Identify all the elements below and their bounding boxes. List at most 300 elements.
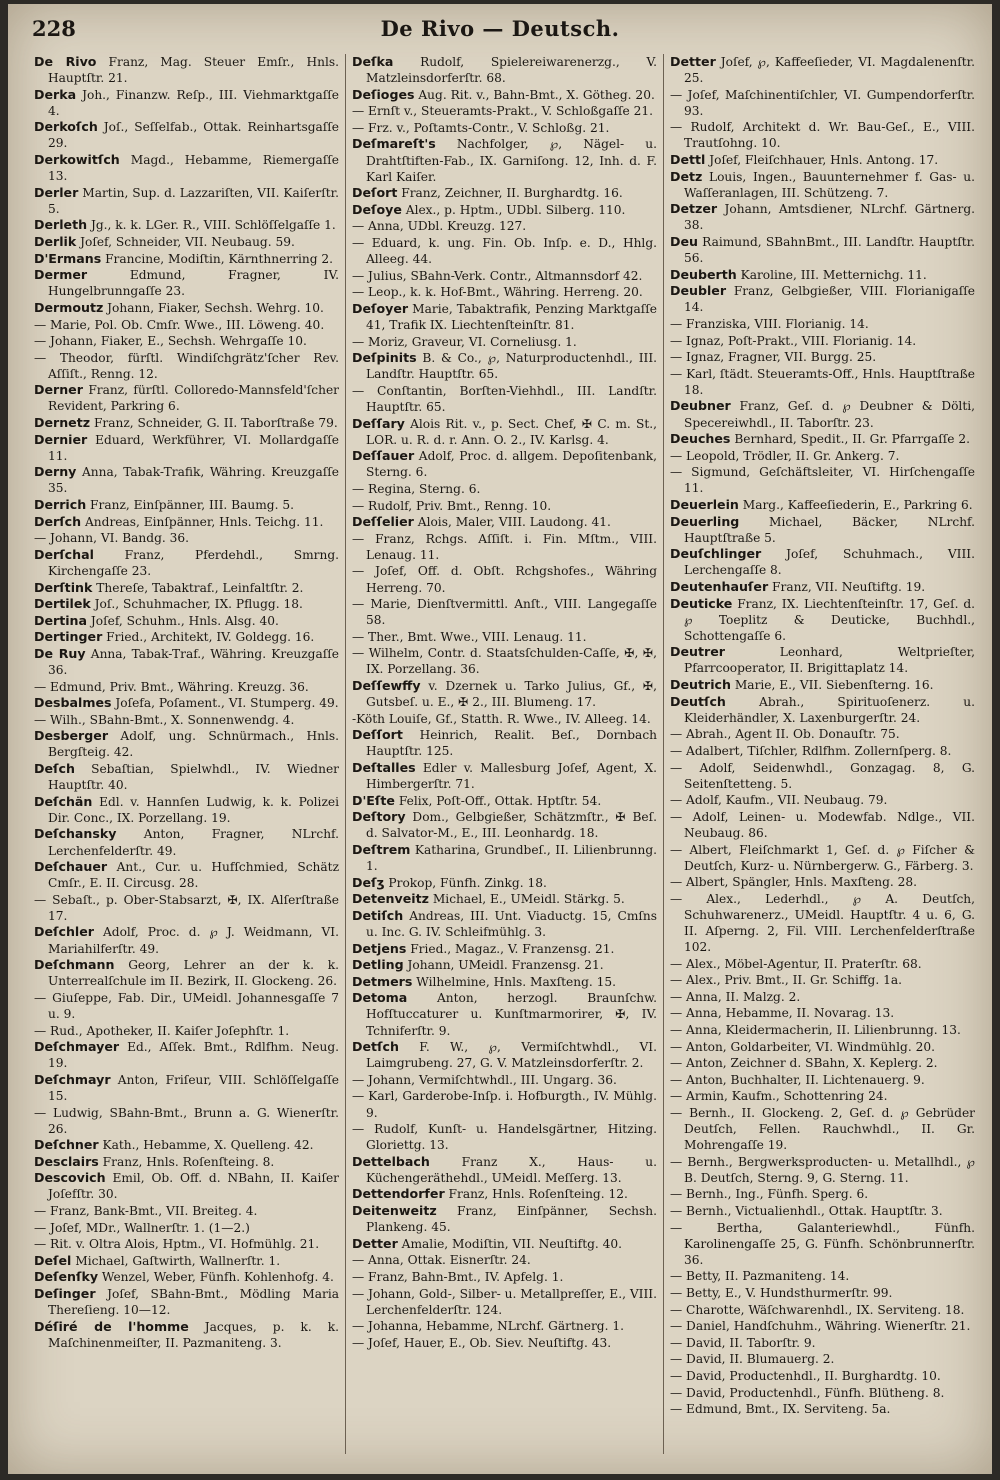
entry-surname: Detmers xyxy=(352,973,413,989)
column-divider xyxy=(345,54,346,1454)
entry-text: — Franz, Bahn-Bmt., IV. Apfelg. 1. xyxy=(352,1269,564,1284)
directory-entry xyxy=(352,842,657,874)
entry-surname: Dertina xyxy=(34,612,88,628)
entry-surname: Deſſelier xyxy=(352,514,414,530)
directory-entry xyxy=(34,1039,339,1071)
entry-text: Felix, Poſt-Off., Ottak. Hptſtr. 54. xyxy=(398,793,602,808)
directory-entry xyxy=(352,514,657,530)
directory-entry xyxy=(352,202,657,218)
directory-entry xyxy=(34,497,339,513)
entry-text: — David, II. Blumauerg. 2. xyxy=(670,1352,835,1367)
entry-text: — Karl, ſtädt. Steueramts-Off., Hnls. Hauptſtraße 18. xyxy=(670,366,975,397)
entry-text: — Bernh., Victualienhdl., Ottak. Hauptſtr. 3. xyxy=(670,1204,943,1219)
directory-entry xyxy=(34,1253,339,1269)
entry-text: — Eduard, k. ung. Fin. Ob. Inſp. e. D., Hhlg. Alleeg. 44. xyxy=(352,236,657,267)
entry-text: Franz, Gelbgießer, VIII. Florianigaſſe 14. xyxy=(684,284,975,315)
entry-text: Heinrich, Realit. Beſ., Dornbach Hauptſtr. 125. xyxy=(366,728,657,759)
directory-entry xyxy=(34,217,339,233)
directory-entry xyxy=(34,892,339,924)
entry-text: — Anna, Ottak. Eisnerſtr. 24. xyxy=(352,1253,531,1268)
directory-entry xyxy=(34,415,339,431)
entry-text: — Sebaſt., p. Ober-Stabsarzt, ✠, IX. Alſerſtraße 17. xyxy=(34,892,339,923)
directory-entry xyxy=(34,464,339,496)
entry-text: — Joſef, MDr., Wallnerſtr. 1. (1—2.) xyxy=(34,1220,250,1235)
entry-text: — David, Productenhdl., II. Burghardtg. 10. xyxy=(670,1369,941,1383)
directory-entry xyxy=(670,743,975,759)
column-3 xyxy=(670,54,975,1462)
entry-text: Adolf, Proc. d. ℘ J. Weidmann, VI. Mariahilferſtr. 49. xyxy=(48,925,339,956)
entry-text: Adolf, Proc. d. allgem. Depoſitenbank, Sterng. 6. xyxy=(366,449,657,480)
entry-text: Ant., Cur. u. Hufſchmied, Schätz Cmſr., E. II. Circusg. 28. xyxy=(48,860,339,891)
directory-entry xyxy=(352,481,657,497)
directory-entry xyxy=(34,613,339,629)
directory-entry xyxy=(352,531,657,563)
page-header xyxy=(8,16,992,50)
directory-entry xyxy=(34,1236,339,1252)
entry-text: Johann, UMeidl. Franzensg. 21. xyxy=(407,958,604,973)
entry-surname: Deubler xyxy=(670,283,727,299)
directory-entry xyxy=(352,301,657,333)
entry-text: — Joſef, Maſchinentiſchler, VI. Gumpendorferſtr. 93. xyxy=(670,87,975,118)
directory-entry xyxy=(670,1186,975,1202)
entry-text: — Albert, Fleiſchmarkt 1, Geſ. d. ℘ Fiſcher & Deutſch, Kurz- u. Nürnbergerw. G., Färberg. 3. xyxy=(670,842,975,873)
entry-text: — Anna, Hebamme, II. Novarag. 13. xyxy=(670,1006,895,1021)
entry-text: — Ignaz, Fragner, VII. Burgg. 25. xyxy=(670,350,877,365)
directory-entry xyxy=(670,349,975,365)
directory-entry xyxy=(34,300,339,316)
directory-entry xyxy=(34,432,339,464)
entry-surname: Derſchal xyxy=(34,546,94,562)
directory-entry xyxy=(34,695,339,711)
entry-text: Jacques, p. k. k. Maſchinenmeiſter, II. Pazmaniteng. 3. xyxy=(48,1319,339,1350)
entry-surname: Deſſewffy xyxy=(352,678,421,694)
directory-entry xyxy=(34,859,339,891)
directory-entry xyxy=(352,941,657,957)
entry-surname: Déſiré de l'homme xyxy=(34,1318,189,1334)
entry-text: Joſef, Schneider, VII. Neubaug. 59. xyxy=(80,235,295,250)
entry-text: Andreas, III. Unt. Viaductg. 15, Cmſns u. Inc. G. IV. Schleifmühlg. 3. xyxy=(366,908,657,939)
entry-surname: Derner xyxy=(34,382,83,398)
directory-entry xyxy=(352,990,657,1038)
entry-text: — Johann, Vermiſchtwhdl., III. Ungarg. 36. xyxy=(352,1072,617,1087)
entry-text: — Ther., Bmt. Wwe., VIII. Lenaug. 11. xyxy=(352,629,587,644)
entry-text: Michael, Bäcker, NLrchf. Hauptſtraße 5. xyxy=(684,514,975,545)
directory-entry xyxy=(34,333,339,349)
directory-entry xyxy=(670,1268,975,1284)
directory-entry xyxy=(34,1105,339,1137)
directory-entry xyxy=(670,1055,975,1071)
directory-entry xyxy=(352,1318,657,1334)
entry-surname: Deſchner xyxy=(34,1137,99,1153)
entry-text: Anton, Friſeur, VIII. Schlöſſelgaſſe 15. xyxy=(48,1072,339,1103)
directory-entry xyxy=(34,152,339,184)
column-2 xyxy=(352,54,657,1462)
entry-surname: Detſch xyxy=(352,1039,399,1055)
entry-surname: De Rivo xyxy=(34,54,97,69)
directory-entry xyxy=(670,1105,975,1153)
directory-entry xyxy=(670,169,975,201)
directory-entry xyxy=(670,514,975,546)
directory-entry xyxy=(34,317,339,333)
entry-surname: Deſmareſt's xyxy=(352,136,436,152)
entry-text: Amalie, Modiſtin, VII. Neuſtiftg. 40. xyxy=(401,1236,623,1251)
entry-surname: Deſinger xyxy=(34,1286,96,1302)
entry-surname: Desberger xyxy=(34,728,109,744)
directory-entry xyxy=(352,1236,657,1252)
entry-text: — Anna, II. Malzg. 2. xyxy=(670,989,801,1004)
directory-entry xyxy=(670,891,975,955)
entry-text: — Ignaz, Poſt-Prakt., VIII. Florianig. 14. xyxy=(670,333,917,348)
entry-text: — Alex., Priv. Bmt., II. Gr. Schiffg. 1a. xyxy=(670,973,902,988)
directory-entry xyxy=(34,1286,339,1318)
entry-text: — Albert, Spängler, Hnls. Maxſteng. 28. xyxy=(670,875,918,890)
entry-text: — Moriz, Graveur, VI. Corneliusg. 1. xyxy=(352,334,577,349)
entry-text: — Anna, UDbl. Kreuzg. 127. xyxy=(352,219,527,234)
directory-entry xyxy=(352,727,657,759)
entry-text: Anton, Fragner, NLrchf. Lerchenfelderſtr. 49. xyxy=(48,827,339,858)
entry-surname: Deſtalles xyxy=(352,760,416,776)
entry-surname: Descovich xyxy=(34,1170,106,1186)
entry-surname: Dernetz xyxy=(34,415,91,431)
directory-entry xyxy=(352,350,657,382)
directory-entry xyxy=(34,580,339,596)
entry-surname: D'Ermans xyxy=(34,250,102,266)
entry-surname: Deſʒ xyxy=(352,874,385,890)
entry-text: Joſ., Schuhmacher, IX. Pflugg. 18. xyxy=(94,597,303,612)
entry-surname: Deutrich xyxy=(670,677,731,693)
entry-text: — Bernh., II. Glockeng. 2, Geſ. d. ℘ Gebrüder Deutſch, Fellen. Rauchwhdl., II. Gr. Mohrengaſſe 19. xyxy=(670,1106,975,1153)
entry-surname: Deuticke xyxy=(670,595,733,611)
entry-text: — Daniel, Handſchuhm., Währing. Wienerſtr. 21. xyxy=(670,1319,971,1334)
entry-surname: Detzer xyxy=(670,201,718,217)
directory-entry xyxy=(34,267,339,299)
directory-entry xyxy=(670,87,975,119)
entry-surname: Dermoutz xyxy=(34,299,104,315)
directory-entry xyxy=(34,924,339,956)
directory-entry xyxy=(352,54,657,86)
entry-surname: Deſka xyxy=(352,54,394,69)
entry-text: Fried., Magaz., V. Franzensg. 21. xyxy=(410,941,615,956)
entry-text: Raimund, SBahnBmt., III. Landſtr. Hauptſtr. 56. xyxy=(684,235,975,266)
entry-text: Franz, Schneider, G. II. Taborſtraße 79. xyxy=(93,416,338,431)
directory-entry xyxy=(352,87,657,103)
entry-text: — Karl, Garderobe-Inſp. i. Hofburgth., IV. Mühlg. 9. xyxy=(352,1089,657,1120)
entry-text: Fried., Architekt, IV. Goldegg. 16. xyxy=(106,630,315,645)
entry-text: — Bertha, Galanteriewhdl., Fünfh. Karolinengaſſe 25, G. Fünfh. Schönbrunnerſtr. 36. xyxy=(670,1220,975,1267)
directory-entry xyxy=(34,712,339,728)
entry-text: — Johann, VI. Bandg. 36. xyxy=(34,531,190,546)
directory-entry xyxy=(352,334,657,350)
directory-entry xyxy=(670,677,975,693)
directory-entry xyxy=(34,1220,339,1236)
entry-text: Thereſe, Tabaktraf., Leinfaltſtr. 2. xyxy=(96,580,304,595)
entry-text: Prokop, Fünfh. Zinkg. 18. xyxy=(388,875,547,890)
entry-text: Kath., Hebamme, X. Quelleng. 42. xyxy=(102,1138,314,1153)
entry-text: — Leop., k. k. Hof-Bmt., Währing. Herreng. 20. xyxy=(352,285,643,300)
entry-text: Franz, VII. Neuſtiftg. 19. xyxy=(772,580,926,594)
entry-text: — Ernſt v., Steueramts-Prakt., V. Schloßgaſſe 21. xyxy=(352,104,653,119)
entry-text: Joſefa, Poſament., VI. Stumperg. 49. xyxy=(115,696,339,711)
directory-entry xyxy=(352,1203,657,1235)
directory-entry xyxy=(670,760,975,792)
directory-entry xyxy=(670,579,975,595)
entry-text: — Ludwig, SBahn-Bmt., Brunn a. G. Wienerſtr. 26. xyxy=(34,1105,339,1136)
directory-entry xyxy=(670,464,975,496)
entry-text: Franz, fürſtl. Colloredo-Mannsfeld'ſcher Revident, Parkring 6. xyxy=(48,383,339,414)
directory-entry xyxy=(34,761,339,793)
entry-surname: Dettendorfer xyxy=(352,1186,445,1202)
directory-entry xyxy=(352,235,657,267)
entry-text: — Wilhelm, Contr. d. Staatsſchulden-Caſſe, ✠, ✠, IX. Porzellang. 36. xyxy=(352,646,657,677)
directory-entry xyxy=(670,54,975,86)
entry-text: — Alex., Lederhdl., ℘ A. Deutſch, Schuhwarenerz., UMeidl. Hauptſtr. 4 u. 6, G. II. Aſperng. 2, Fil. VIII. Lerchenfelderſtraße 102. xyxy=(670,891,975,955)
directory-entry xyxy=(670,497,975,513)
directory-entry xyxy=(352,1269,657,1285)
entry-text: — Rud., Apotheker, II. Kaiſer Joſephſtr. 1. xyxy=(34,1023,290,1038)
entry-surname: Derkoſch xyxy=(34,119,98,135)
directory-entry xyxy=(670,1401,975,1417)
entry-text: Franz, Einſpänner, III. Baumg. 5. xyxy=(90,498,294,513)
directory-entry xyxy=(352,891,657,907)
entry-surname: Detoma xyxy=(352,990,408,1006)
entry-text: Marie, E., VII. Siebenſterng. 16. xyxy=(734,678,934,693)
entry-text: Marie, Tabaktrafik, Penzing Marktgaſſe 41, Trafik IX. Liechtenſteinſtr. 81. xyxy=(366,301,657,332)
directory-entry xyxy=(34,185,339,217)
entry-text: Emil, Ob. Off. d. NBahn, II. Kaiſer Joſefſtr. 30. xyxy=(48,1171,339,1202)
directory-entry xyxy=(670,989,975,1005)
entry-surname: Deſioges xyxy=(352,86,415,102)
entry-surname: Detenveitz xyxy=(352,891,429,907)
entry-text: — Bernh., Bergwerksproducten- u. Metallhdl., ℘ B. Deutſch, Sterng. 9, G. Sterng. 11. xyxy=(670,1154,975,1185)
directory-entry xyxy=(34,794,339,826)
entry-surname: Deſchauer xyxy=(34,859,108,875)
entry-text: — Rit. v. Oltra Alois, Hptm., VI. Hofmühlg. 21. xyxy=(34,1237,320,1252)
directory-entry xyxy=(670,1154,975,1186)
entry-text: — Edmund, Bmt., IX. Serviteng. 5a. xyxy=(670,1402,891,1417)
entry-surname: Deutenhauſer xyxy=(670,579,769,594)
directory-entry xyxy=(670,431,975,447)
entry-surname: Deſoyer xyxy=(352,300,409,316)
directory-entry xyxy=(352,678,657,710)
directory-entry xyxy=(352,760,657,792)
running-head: De Rivo — Deutsch. xyxy=(380,16,620,41)
entry-text: Edl. v. Hannſen Ludwig, k. k. Polizei Dir. Conc., IX. Porzellang. 19. xyxy=(48,794,339,825)
entry-text: B. & Co., ℘, Naturproductenhdl., III. Landſtr. Hauptſtr. 65. xyxy=(366,351,657,382)
entry-text: Joſ., Seſſelfab., Ottak. Reinhartsgaſſe 29. xyxy=(48,120,339,151)
directory-entry xyxy=(34,596,339,612)
entry-text: — Betty, E., V. Hundsthurmerſtr. 99. xyxy=(670,1286,893,1301)
entry-text: Edler v. Mallesburg Joſef, Agent, X. Himbergerſtr. 71. xyxy=(366,761,657,792)
directory-entry xyxy=(670,1220,975,1268)
directory-entry xyxy=(352,1039,657,1071)
entry-text: — Charotte, Wäſchwarenhdl., IX. Serviteng. 18. xyxy=(670,1302,965,1317)
entry-text: — Johanna, Hebamme, NLrchf. Gärtnerg. 1. xyxy=(352,1319,624,1334)
directory-columns xyxy=(34,54,986,1462)
directory-entry xyxy=(670,874,975,890)
directory-entry xyxy=(34,957,339,989)
entry-text: Aug. Rit. v., Bahn-Bmt., X. Götheg. 20. xyxy=(418,87,655,102)
entry-text: Joſef, Schuhmach., VIII. Lerchengaſſe 8. xyxy=(684,547,975,578)
entry-surname: Detjens xyxy=(352,940,407,956)
entry-text: Georg, Lehrer an der k. k. Unterrealſchule im II. Bezirk, II. Glockeng. 26. xyxy=(48,958,339,989)
entry-text: — Anton, Goldarbeiter, VI. Windmühlg. 20. xyxy=(670,1039,935,1054)
entry-surname: De Ruy xyxy=(34,645,86,661)
directory-entry xyxy=(352,711,657,727)
entry-surname: Deſchmann xyxy=(34,957,115,973)
directory-entry xyxy=(352,974,657,990)
entry-surname: Derſtink xyxy=(34,579,93,595)
entry-surname: Derka xyxy=(34,86,77,102)
directory-entry xyxy=(352,875,657,891)
directory-entry xyxy=(352,908,657,940)
entry-surname: Deſchansky xyxy=(34,826,117,842)
entry-text: Dom., Gelbgießer, Schätzmſtr., ✠ Beſ. d. Salvator-M., E., III. Leonhardg. 18. xyxy=(366,810,657,841)
entry-text: Karoline, III. Metternichg. 11. xyxy=(740,267,927,282)
directory-entry xyxy=(34,728,339,760)
entry-text: Franz, Pferdehdl., Smrng. Kirchengaſſe 23. xyxy=(48,547,339,578)
entry-text: — David, Productenhdl., Fünfh. Blütheng. 8. xyxy=(670,1385,945,1400)
entry-text: — Adalbert, Tiſchler, Rdlfhm. Zollernſperg. 8. xyxy=(670,743,952,758)
directory-entry xyxy=(352,1154,657,1186)
entry-surname: Deuberth xyxy=(670,266,737,282)
entry-text: — Anton, Buchhalter, II. Lichtenauerg. 9. xyxy=(670,1072,925,1087)
entry-text: Joh., Finanzw. Reſp., III. Viehmarktgaſſe 4. xyxy=(48,87,339,118)
directory-entry xyxy=(670,448,975,464)
directory-entry xyxy=(670,792,975,808)
entry-text: Sebaſtian, Spielwhdl., IV. Wiedner Hauptſtr. 40. xyxy=(48,762,339,793)
entry-text: Johann, Amtsdiener, NLrchf. Gärtnerg. 38. xyxy=(684,202,975,233)
directory-entry xyxy=(670,283,975,315)
directory-entry xyxy=(34,54,339,86)
entry-text: Franz, Geſ. d. ℘ Deubner & Dölti, Specereiwhdl., II. Taborſtr. 23. xyxy=(684,399,975,430)
entry-text: — Frz. v., Poſtamts-Contr., V. Schloßg. 21. xyxy=(352,120,610,135)
entry-text: Rudolf, Spielereiwarenerzg., V. Matzleinsdorferſtr. 68. xyxy=(366,55,657,86)
directory-entry xyxy=(670,333,975,349)
directory-entry xyxy=(34,350,339,382)
directory-entry xyxy=(670,366,975,398)
directory-entry xyxy=(352,957,657,973)
entry-surname: Deſpinits xyxy=(352,350,417,366)
directory-entry xyxy=(352,629,657,645)
directory-entry xyxy=(34,679,339,695)
entry-text: — Leopold, Trödler, II. Gr. Ankerg. 7. xyxy=(670,448,900,463)
entry-text: Andreas, Einſpänner, Hnls. Teichg. 11. xyxy=(85,514,324,529)
entry-surname: Derlik xyxy=(34,234,77,250)
entry-text: — David, II. Taborſtr. 9. xyxy=(670,1335,816,1350)
directory-entry xyxy=(670,1385,975,1401)
entry-text: Franz, Hnls. Roſenſteing. 8. xyxy=(102,1154,275,1169)
directory-entry xyxy=(670,1088,975,1104)
entry-text: Abrah., Spirituoſenerz. u. Kleiderhändler, X. Laxenburgerſtr. 24. xyxy=(684,694,975,725)
entry-text: Alois, Maler, VIII. Laudong. 41. xyxy=(417,515,611,530)
directory-entry xyxy=(34,1023,339,1039)
entry-text: — Betty, II. Pazmaniteng. 14. xyxy=(670,1269,850,1284)
directory-entry xyxy=(670,956,975,972)
entry-text: Michael, Gaſtwirth, Wallnerſtr. 1. xyxy=(75,1253,281,1268)
entry-text: Wenzel, Weber, Fünfh. Kohlenhofg. 4. xyxy=(101,1270,334,1285)
directory-entry xyxy=(34,629,339,645)
directory-entry xyxy=(670,842,975,874)
directory-entry xyxy=(34,530,339,546)
entry-surname: Deſch xyxy=(34,761,75,777)
entry-text: — Regina, Sterng. 6. xyxy=(352,481,481,496)
entry-surname: Deſoye xyxy=(352,201,402,217)
entry-surname: Derſch xyxy=(34,513,82,529)
entry-surname: Dertinger xyxy=(34,629,103,645)
entry-surname: Deuerlein xyxy=(670,497,739,513)
directory-entry xyxy=(670,1203,975,1219)
entry-surname: Desbalmes xyxy=(34,695,112,711)
directory-entry xyxy=(352,448,657,480)
directory-entry xyxy=(352,268,657,284)
directory-entry xyxy=(670,694,975,726)
entry-text: Michael, E., UMeidl. Stärkg. 5. xyxy=(432,892,625,907)
entry-surname: Deſchmayer xyxy=(34,1039,120,1055)
entry-text: — Johann, Gold-, Silber- u. Metallpreſſer, E., VIII. Lerchenfelderſtr. 124. xyxy=(352,1286,657,1317)
entry-surname: Derler xyxy=(34,184,79,200)
entry-text: Joſef, SBahn-Bmt., Mödling Maria Thereſieng. 10—12. xyxy=(48,1287,339,1318)
directory-entry xyxy=(34,119,339,151)
entry-surname: Dertilek xyxy=(34,596,91,612)
entry-surname: Detter xyxy=(352,1235,398,1251)
directory-entry xyxy=(34,646,339,678)
entry-text: — Marie, Dienſtvermittl. Anſt., VIII. Langegaſſe 58. xyxy=(352,597,657,628)
directory-entry xyxy=(670,546,975,578)
entry-text: Franz, Zeichner, II. Burghardtg. 16. xyxy=(401,186,623,201)
entry-text: Adolf, ung. Schnürmach., Hnls. Bergſteig. 42. xyxy=(48,729,339,760)
entry-text: Katharina, Grundbeſ., II. Lilienbrunng. 1. xyxy=(366,843,657,874)
directory-entry xyxy=(670,267,975,283)
directory-entry xyxy=(352,383,657,415)
entry-text: Eduard, Werkführer, VI. Mollardgaſſe 11. xyxy=(48,432,339,463)
entry-text: Anna, Tabak-Trafik, Währing. Kreuzgaſſe 35. xyxy=(48,465,339,496)
entry-text: Jg., k. k. LGer. R., VIII. Schlöſſelgaſſe 1. xyxy=(90,218,336,233)
entry-text: — Wilh., SBahn-Bmt., X. Sonnenwendg. 4. xyxy=(34,712,295,727)
entry-text: — Franz, Rchgs. Aſſiſt. i. Fin. Mſtm., VIII. Lenaug. 11. xyxy=(352,531,657,562)
directory-entry xyxy=(34,87,339,119)
entry-text: — Conſtantin, Borſten-Viehhdl., III. Landſtr. Hauptſtr. 65. xyxy=(352,383,657,414)
entry-text: Alex., p. Hptm., UDbl. Silberg. 110. xyxy=(405,202,626,217)
directory-page xyxy=(8,4,992,1474)
entry-text: — Anton, Zeichner d. SBahn, X. Keplerg. 2. xyxy=(670,1056,938,1071)
entry-surname: Deſſort xyxy=(352,727,403,743)
page-number: 228 xyxy=(32,16,76,41)
directory-entry xyxy=(34,234,339,250)
entry-text: — Franz, Bank-Bmt., VII. Breiteg. 4. xyxy=(34,1204,258,1219)
entry-text: v. Dzernek u. Tarko Julius, Gf., ✠, Gutsbeſ. u. E., ✠ 2., III. Blumeng. 17. xyxy=(366,679,657,710)
directory-entry xyxy=(352,103,657,119)
entry-text: Alois Rit. v., p. Sect. Chef, ✠ C. m. St., LOR. u. R. d. r. Ann. O. 2., IV. Karlsg. 4. xyxy=(366,416,657,447)
directory-entry xyxy=(34,1269,339,1285)
entry-text: — Julius, SBahn-Verk. Contr., Altmannsdorf 42. xyxy=(352,268,643,283)
entry-text: Wilhelmine, Hnls. Maxſteng. 15. xyxy=(416,974,616,989)
entry-surname: Derrich xyxy=(34,497,87,513)
directory-entry xyxy=(670,152,975,168)
entry-surname: Detter xyxy=(670,54,716,69)
entry-text: — Armin, Kaufm., Schottenring 24. xyxy=(670,1089,888,1104)
entry-text: Anna, Tabak-Traf., Währing. Kreuzgaſſe 36. xyxy=(48,646,339,677)
entry-surname: Deu xyxy=(670,234,698,250)
entry-text: Louis, Ingen., Bauunternehmer f. Gas- u. Waſſeranlagen, III. Schützeng. 7. xyxy=(684,169,975,200)
directory-entry xyxy=(670,596,975,644)
directory-entry xyxy=(670,119,975,151)
directory-entry xyxy=(352,284,657,300)
directory-entry xyxy=(670,726,975,742)
entry-surname: Deſort xyxy=(352,185,398,201)
directory-entry xyxy=(670,1072,975,1088)
directory-entry xyxy=(670,1335,975,1351)
directory-entry xyxy=(670,1302,975,1318)
